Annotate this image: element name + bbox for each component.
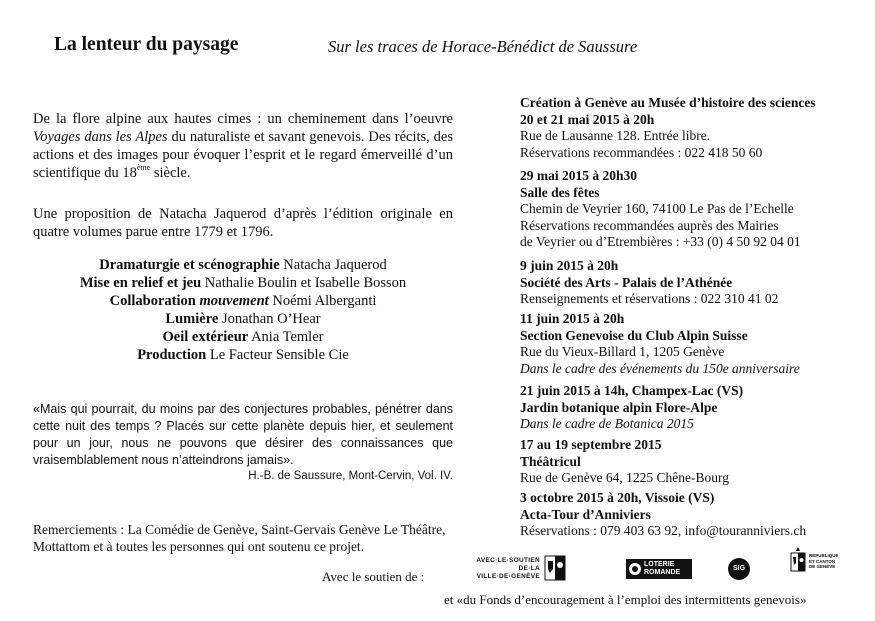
quote-source: H.-B. de Saussure, Mont-Cervin, Vol. IV.: [248, 470, 453, 482]
event-detail: Réservations recommandées : 022 418 50 60: [520, 144, 763, 160]
event-heading: 21 juin 2015 à 14h, Champex-Lac (VS): [520, 383, 744, 398]
canton-logo-line: RÉPUBLIQUE: [809, 553, 839, 558]
credit-line: Oeil extérieur Ania Temler: [162, 329, 324, 345]
credit-line: Mise en relief et jeu Nathalie Boulin et Isabelle Bosson: [79, 275, 407, 291]
ville-de-geneve-logo: [458, 555, 568, 583]
page-title: La lenteur du paysage: [54, 34, 239, 55]
intro-sup: ème: [136, 163, 151, 173]
event-heading: 9 juin 2015 à 20h: [520, 258, 619, 273]
intro-paragraph: [33, 110, 453, 182]
canton-logo-line: DE GENÈVE: [809, 564, 836, 569]
event-block: [520, 168, 865, 251]
ville-logo-line: DE·LA: [518, 565, 540, 572]
sig-logo: [727, 557, 751, 581]
event-note: Dans le cadre des événements du 150e anniversaire: [520, 360, 800, 376]
sig-logo-text: SIG: [732, 565, 746, 572]
event-block: [520, 258, 865, 308]
event-heading: Section Genevoise du Club Alpin Suisse: [520, 327, 748, 343]
loterie-logo-line: LOTERIE: [644, 561, 675, 568]
event-block: [520, 490, 865, 540]
event-block: [520, 383, 865, 433]
event-heading: Création à Genève au Musée d’histoire des sciences: [520, 95, 816, 110]
thanks-paragraph: Remerciements : La Comédie de Genève, Saint-Gervais Genève Le Théâtre, Mottattom et à toutes les personnes qui ont soutenu ce projet.: [33, 522, 446, 554]
support-label: Avec le soutien de :: [322, 569, 425, 584]
event-heading: Théâtricul: [520, 453, 581, 469]
proposal-paragraph: Une proposition de Natacha Jaquerod d’après l’édition originale en quatre volumes parue entre 1779 et 1796.: [33, 206, 453, 240]
event-heading: 29 mai 2015 à 20h30: [520, 168, 638, 183]
event-detail: de Veyrier ou d’Etrembières : +33 (0) 4 50 92 04 01: [520, 234, 801, 249]
event-detail: Réservations : 079 403 63 92, info@touranniviers.ch: [520, 523, 807, 538]
intro-book-title: Voyages dans les Alpes: [33, 129, 168, 145]
event-heading: Société des Arts - Palais de l’Athénée: [520, 274, 733, 290]
intro-text-3: siècle.: [150, 165, 191, 181]
ville-crest-icon: [544, 555, 566, 581]
event-detail: Rue du Vieux-Billard 1, 1205 Genève: [520, 344, 725, 359]
event-heading: Acta-Tour d’Anniviers: [520, 506, 651, 522]
canton-logo-line: ET CANTON: [809, 558, 836, 564]
saussure-quote: «Mais qui pourrait, du moins par des conjectures probables, pénétrer dans cette nuit des temps ? Placés sur cette planète depuis hier, et seulement pour un jour, nous ne pouvons que désirer des connaissances que vraisemblablement nous n’atteindrons jamais».: [33, 402, 453, 467]
event-heading: 3 octobre 2015 à 20h, Vissoie (VS): [520, 490, 715, 505]
event-heading: 20 et 21 mai 2015 à 20h: [520, 111, 655, 127]
intro-text-1: De la flore alpine aux hautes cimes : un cheminement dans l’oeuvre: [33, 111, 453, 127]
canton-crest-icon: [790, 547, 806, 577]
credit-line: Production Le Facteur Sensible Cie: [137, 347, 349, 363]
credit-line: Lumière Jonathan O’Hear: [165, 311, 321, 327]
event-block: [520, 311, 865, 377]
credit-line: Collaboration mouvement Noémi Alberganti: [109, 293, 377, 309]
fonds-note: et «du Fonds d’encouragement à l’emploi des intermittents genevois»: [444, 592, 807, 607]
credit-line: Dramaturgie et scénographie Natacha Jaquerod: [99, 257, 387, 273]
intro-text-2: du naturaliste et savant genevois. Des récits, des actions et des images pour évoquer l’esprit et le regard émerveillé d’un scientifique du 18: [33, 129, 453, 181]
event-heading: Salle des fêtes: [520, 184, 600, 200]
event-heading: 17 au 19 septembre 2015: [520, 437, 662, 452]
event-note: Dans le cadre de Botanica 2015: [520, 416, 694, 431]
credits-list: [33, 256, 453, 364]
event-block: [520, 437, 865, 487]
loterie-romande-logo: [626, 559, 692, 579]
event-detail: Renseignements et réservations : 022 310 41 02: [520, 291, 779, 306]
event-detail: Rue de Lausanne 128. Entrée libre.: [520, 128, 711, 143]
loterie-logo-line: ROMANDE: [644, 569, 681, 576]
canton-geneve-logo: [790, 547, 838, 581]
event-heading: 11 juin 2015 à 20h: [520, 311, 625, 326]
page-subtitle: Sur les traces de Horace-Bénédict de Saussure: [328, 37, 638, 56]
event-heading: Jardin botanique alpin Flore-Alpe: [520, 399, 718, 415]
event-detail: Chemin de Veyrier 160, 74100 Le Pas de l’Echelle: [520, 201, 794, 216]
event-detail: Réservations recommandées auprès des Mairies: [520, 217, 779, 233]
event-detail: Rue de Genève 64, 1225 Chêne-Bourg: [520, 470, 729, 485]
ville-logo-line: AVEC·LE·SOUTIEN: [476, 557, 540, 564]
event-block: [520, 95, 865, 161]
ville-logo-line: VILLE·DE·GENÈVE: [476, 573, 540, 580]
